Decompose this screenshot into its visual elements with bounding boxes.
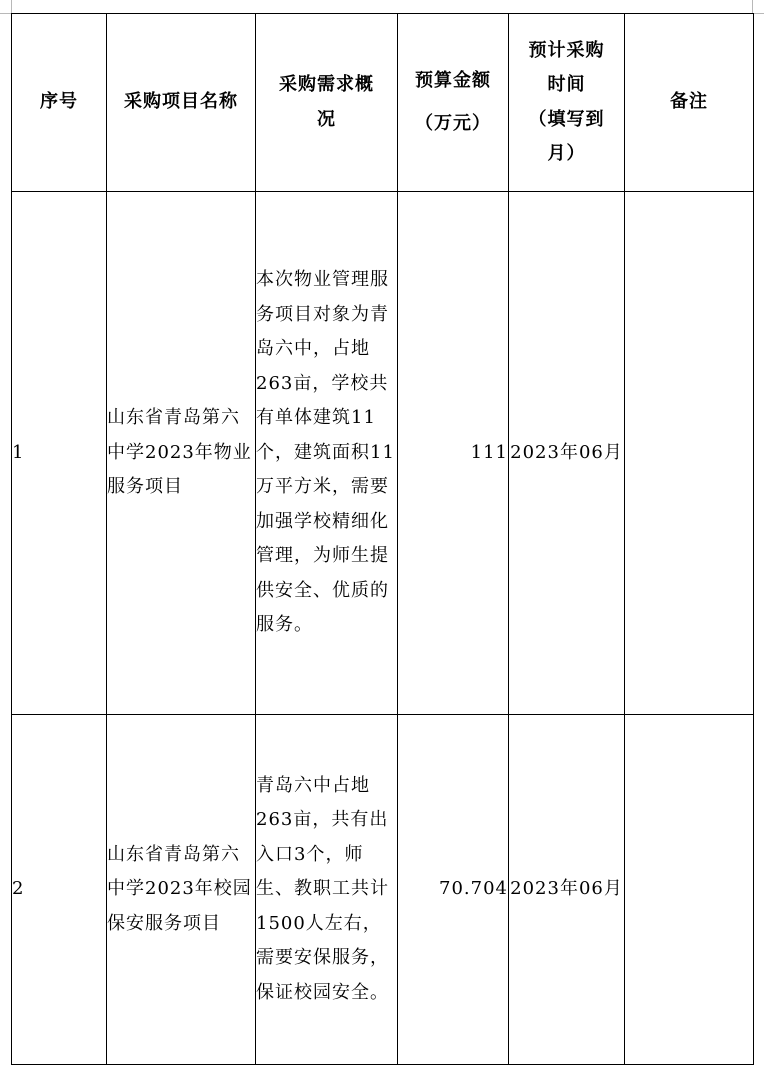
cell-budget: 70.704 bbox=[398, 715, 509, 1065]
procurement-table bbox=[11, 13, 754, 1065]
cell-description: 青岛六中占地263亩，共有出入口3个，师生、教职工共计1500人左右，需要安保服务，保证校园安全。 bbox=[256, 715, 398, 1065]
header-time-label: 预计采购时间 bbox=[528, 39, 605, 95]
header-budget-unit: （万元） bbox=[415, 112, 491, 134]
header-row bbox=[12, 14, 754, 192]
cell-remark bbox=[625, 715, 754, 1065]
header-description bbox=[256, 14, 398, 192]
cell-time: 2023年06月 bbox=[509, 192, 625, 715]
header-budget bbox=[398, 14, 509, 192]
cell-description: 本次物业管理服务项目对象为青岛六中，占地263亩，学校共有单体建筑11个，建筑面积11万平方米，需要加强学校精细化管理，为师生提供安全、优质的服务。 bbox=[256, 192, 398, 715]
header-budget-label: 预算金额 bbox=[415, 70, 491, 91]
header-time bbox=[509, 14, 625, 192]
table-row bbox=[12, 715, 754, 1065]
cell-index: 2 bbox=[12, 715, 107, 1065]
cell-budget: 111 bbox=[398, 192, 509, 715]
header-time-note: （填写到月） bbox=[528, 108, 605, 164]
cell-time: 2023年06月 bbox=[509, 715, 625, 1065]
cell-project-name: 山东省青岛第六中学2023年物业服务项目 bbox=[107, 192, 256, 715]
header-description-text: 采购需求概况 bbox=[279, 74, 374, 130]
header-remark: 备注 bbox=[625, 14, 754, 192]
header-index: 序号 bbox=[12, 14, 107, 192]
cell-remark bbox=[625, 192, 754, 715]
page-guide-right bbox=[752, 0, 753, 14]
cell-project-name: 山东省青岛第六中学2023年校园保安服务项目 bbox=[107, 715, 256, 1065]
header-project-name: 采购项目名称 bbox=[107, 14, 256, 192]
table-row bbox=[12, 192, 754, 715]
cell-index: 1 bbox=[12, 192, 107, 715]
page-guide-left bbox=[11, 0, 12, 14]
